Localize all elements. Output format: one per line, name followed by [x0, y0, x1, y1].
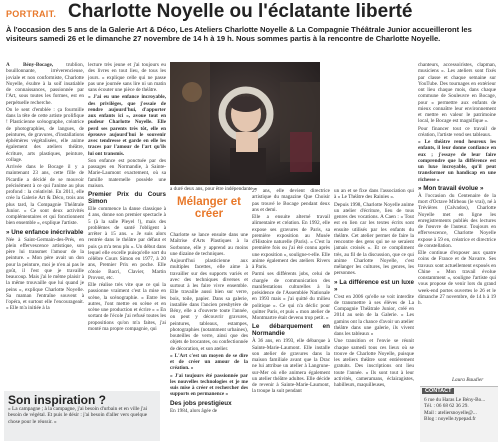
kicker: PORTRAIT.	[6, 9, 57, 19]
col3-text3: « L'Art c'est un moyen de se dire et de créer un amour de la création. »	[170, 352, 248, 372]
col5-text3: C'est en 2006 qu'elle se voit interdite de transmettre à ses élèves de La Compagnie Théâtrale Junior, créé en 2014 au sein de la Galerie. « Les gamins ont la chance d'avoir un atelier théâtre dans une galerie, ils vivent dans les tableaux »	[334, 293, 414, 337]
col5-text4: Une transition et l'envie se réunit chaque samedi tous ces lieux où se trouve de Charlotte Noyelle, puisque les ateliers théâtre sont entièrement gratuits. Des inscriptions ont lieu toute l'année. « Ils sont tout à leur activités, cameramans, éclairagistes, habilleurs, maquilleuses,	[334, 338, 414, 388]
contact-line: Blog : noyelle.typepad.fr	[424, 415, 476, 422]
contact-box	[420, 386, 498, 442]
column-2	[88, 62, 166, 444]
col5-text2: Depuis 1998, Charlotte Noyelle anime un atelier d'écriture, lieu de tous genres des vocations. A Caen : « Tout est en lien car les textes écrits sont ensuite utilisés par les enfants du théâtre. Cet atelier permet de faire la rencontre des gens qui ne se seraient jamais croisés ». Et ce compliment très, au fil de la discussion, que ce qui anime Charlotte Noyelle, c'est mélanger les cultures, les genres, les personnes.	[334, 201, 414, 277]
col6-text3: « Le théâtre rend heureux les enfants, il leur donne confiance en eux ; j'essaye de leur faire comprendre que la différence est un luxe incroyable, qu'il peut transformer un handicap en une richesse »	[418, 139, 496, 183]
article-header	[6, 2, 496, 24]
col3-text4: « J'ai toujours été passionnée par les nouvelles technologies et je me suis mise à créer et rechercher des supports en permanence »	[170, 372, 248, 398]
col4-text1: 27 ans, elle devient directrice artistique du magazine Que Choisir pas trouvé le Bocage pendant deux ans et demi.	[252, 188, 330, 213]
col2-text1: lecture très jeune et j'ai toujours eu des livres en tout lieu, de tous les jours. « explique celle qui ne passe pas une journée sans lire ni un matin sans écouter une pièce de théâtre.	[88, 62, 166, 93]
pull-quote-box	[170, 196, 248, 232]
inspiration-title: Son inspiration ?	[8, 393, 106, 407]
subheading-travail: » Mon travail évolue »	[418, 184, 484, 192]
col1-text3: Arrivée dans le Bocage il y a maintenant 23 ans, cette fille de Picardie a décidé de se mouvoir précisément à ce qui l'anime au plus profond : la créativité. En 2011, elle crée la Galerie Art & Déco, trois ans plus tard, la Compagnie Théâtrale Junior. « Ce sont deux activités complémentaires et qui fonctionnent bien ensemble », explique l'artiste.	[6, 164, 84, 227]
col2-text5: Elle réalise très vite que ce qui la passionne vraiment c'est la mise en scène, la scénographie. « Entre les autres, l'ont mettre en scène et en scène une production et écrire » « En sortant de l'école j'ai refusé toutes les propositions qu'on m'a faites, j'ai monté ma propre compagnie, qui	[88, 282, 166, 332]
lead-text: À Bény-Bocage,	[6, 62, 54, 68]
subheading-cours-simon: Premier Prix du Cours Simon	[88, 191, 166, 205]
column-1	[6, 62, 84, 388]
column-6	[418, 62, 496, 376]
subheading-enfance: » Une enfance inécrivable	[6, 228, 84, 236]
col4-text4: À 36 ans, en 1993, elle débarque à Sainte-Marie-Laumont. Elle installe son atelier de gravures dans la maison familiale avant que la Drac ne lui attribue un atelier à Langrune-sur-Mer où elle animera également un atelier théâtre adultes. Elle décide de revenir à Sainte-Marie-Laumont, la troupe la suit pendant	[252, 338, 330, 395]
col4-text3: Parmi ses différents jobs, celui de chargée de communication des manifestations culturelles à la présidence de l'Assemblée Nationale en 1993 mais « j'ai quitté du milieu politique ». Ce qui n'a déclic pour quitter Paris, et puis « mon atelier de Montmartre était devenu trop petit. »	[252, 271, 330, 321]
contact-line: Mail : ateliersnoyelle@...	[424, 409, 477, 416]
col6-text2: Pour financer tout ce travail de création, l'artiste vend ses tableaux.	[418, 125, 496, 138]
col2-text2: « J'ai eu une enfance incroyable, des privilèges, que j'essaie de rendre aujourd'hui, d'apporter aux enfants ici », avoue tout en pudeur Charlotte Noyelle. Elle perd ses parents très tôt, elle en éprouve aujourd'hui le souvenir avec tendresse et garde en elle les traces par l'amour de l'art qu'ils lui ont transmis.	[88, 94, 166, 157]
col1-text1: trublion, bouillonnante, irréverencieuse, joviale et non conformiste, Charlotte Noyelle, éxubre à la soif insatiable de connaissances, passionnée par l'Art, sous toutes les formes, est en perpétuelle recherche.	[6, 62, 84, 106]
pull-quote: Mélanger et créer	[177, 196, 241, 220]
col2-text4: Elle commence la danse classique à 4 ans, donne son premier spectacle à 5 (à la salle Pleyel !), mais des problèmes de santé l'obligent à arrêter à 15 ans. « Je suis alors rentrée dans le théâtre par défaut et puis ça m'a tenu plu ». Un début dans lequel elle excelle puisqu'elle sort du célèbre Cours Simon en 1977, à 20 ans, Premier Prix en poche. Elle côtoie Bacri, Clavier, Martin Provost, etc.	[88, 206, 166, 281]
chapo: À l'occasion des 5 ans de la Galerie Art & Déco, Les Ateliers Charlotte Noyelle & La Compagnie Théâtrale Junior accueilleront les visiteurs samedi 26 et le dimanche 27 novembre de 14 h à 19 h. Nous sommes partis à la rencontre de Charlotte Noyelle.	[6, 25, 472, 44]
col3-text5: En 1984, alors âgée de	[170, 407, 218, 414]
headline: Charlotte Noyelle ou l'éclatante liberté	[68, 1, 413, 22]
subheading-normandie: Le débarquement en Normandie	[252, 323, 330, 338]
col4-text2: Elle a ensuite alterné travail alimentaire et création. En 1992, elle expose ses gravures de Paris, sa première exposition au Musée d'Histoire naturelle (Paris). « C'est la première fois ou j'ai été connu après une exposition », souligne-t-elle. Elle anime également des ateliers Rivers à Paris.	[252, 214, 330, 270]
col3-text2: Aujourd'hui plasticienne aux multiples facettes, elle aime à travailler sur des supports variés et avec des techniques diverses et surtout à les faire vivre ensemble. Elle travaille aussi bien sur verre, bois, toile, papier. Dans sa galerie, installée dans l'ancien presbytère de Bény, elle a d'ouverte toute l'année, on peut y découvrir gravures, peintures, tableaux, estampes, photographies (notamment urbaines), bouteilles de verre, ainsi que des objets de brocantes, ou confectionnée de décoration, et son atelier.	[170, 258, 248, 352]
byline: Laura Baudier	[452, 377, 484, 383]
photo-caption-text: a duré deux ans, pour être indépendante »	[170, 186, 257, 192]
col1-text2: On le sent d'emblée : ça fourmille dans la tête de cette artiste prolifique ! Plasticienne scénographe, créatrice de photographies, de langues, de peintures, de gravures, d'installations éphémères végétalisées, elle anime également des ateliers théâtre, écriture, arts plastiques, peinture, collage.	[6, 106, 84, 163]
col6-text1: chanteurs, accessoiristes, clapman, musiciens ». Les ateliers sont fixés par classe et chaque semaine sur YouTube. Des tournages en extérieur ont lieu chaque mois, dans chaque commune de Souleuvre en Bocage, pour « permettre aux enfants de mieux connaître leur environnement et mettre en valeur le patrimoine local, le Bocage est magnifique ».	[418, 62, 496, 125]
col5-text1: un an et se fixe dans l'association qui à « Le Théâtre des Rainies ».	[334, 188, 414, 201]
inspiration-box	[4, 391, 160, 441]
contact-line: Tél. : 06 68 62 36 29.	[424, 403, 469, 410]
contact-lines	[424, 397, 485, 422]
col1-text4: Née à Saint-Germain-des-Prés, en plein effervescence artistique, son père lui transmet l'amour de la peinture. « Mon père avait un don pour la peinture, moi je n'en ai pas le goût, il l'est que je travaille beaucoup. Mais j'ai le même plaisir à la même trouvaille que lui quand je peins », explique Charlotte Noyelle. Sa maman l'entraîne souvent à l'opéra, et surtout elle l'encourageait. « Elle m'a initiée à la	[6, 236, 84, 312]
subheading-difference: » La différence est un luxe »	[334, 278, 414, 293]
col6-text5: Elle continue d'exposer aux quatre coins de France et de Navarre. Ses travaux sont actuellement exposés en Chine « Mon travail évolue constamment », souligne l'artiste qui vous propose de venir lors du grand week-end portes ouvertes le 26 et le dimanche 27 novembre, de 14 h à 19 h.	[418, 250, 496, 306]
column-4	[252, 188, 330, 444]
inspiration-text: « La campagne ; à la campagne, j'ai besoin d'urbain et en ville j'ai besoin de végétal. Et puis le désir : j'ai besoin d'aller vers quelque chose pour le réussir. »	[8, 406, 148, 425]
subheading-jobs: Des jobs prestigieux	[170, 399, 232, 407]
column-5	[334, 188, 414, 444]
portrait-photo	[170, 62, 320, 185]
column-3	[170, 196, 248, 444]
contact-line: 6 rue du Haras Le Bény-Bo...	[424, 397, 486, 403]
col3-text1: Charlotte se lance ensuite dans une Maîtrise d'Arts Plastiques à la Sorbonne, elle y apprend au moins une dizaine de techniques.	[170, 232, 248, 257]
col6-text4: À l'occasion du Centenaire de la mort d'Octave Mirbeau (le vrai), né à Trévières (Calvados), Charlotte Noyelle met en ligne les enregistrements publiés des lectures de l'œuvre de l'auteur. Toujours en effervescence, Charlotte Noyelle expose à 59 en, créatrice et directrice de constellation.	[418, 192, 496, 249]
col2-text3: Son enfance est ponctuée par des passages en Normandie, à Sainte-Marie-Laumont exactement, où sa famille maternelle possède une maison.	[88, 157, 166, 189]
contact-label: CONTACT	[422, 388, 454, 394]
